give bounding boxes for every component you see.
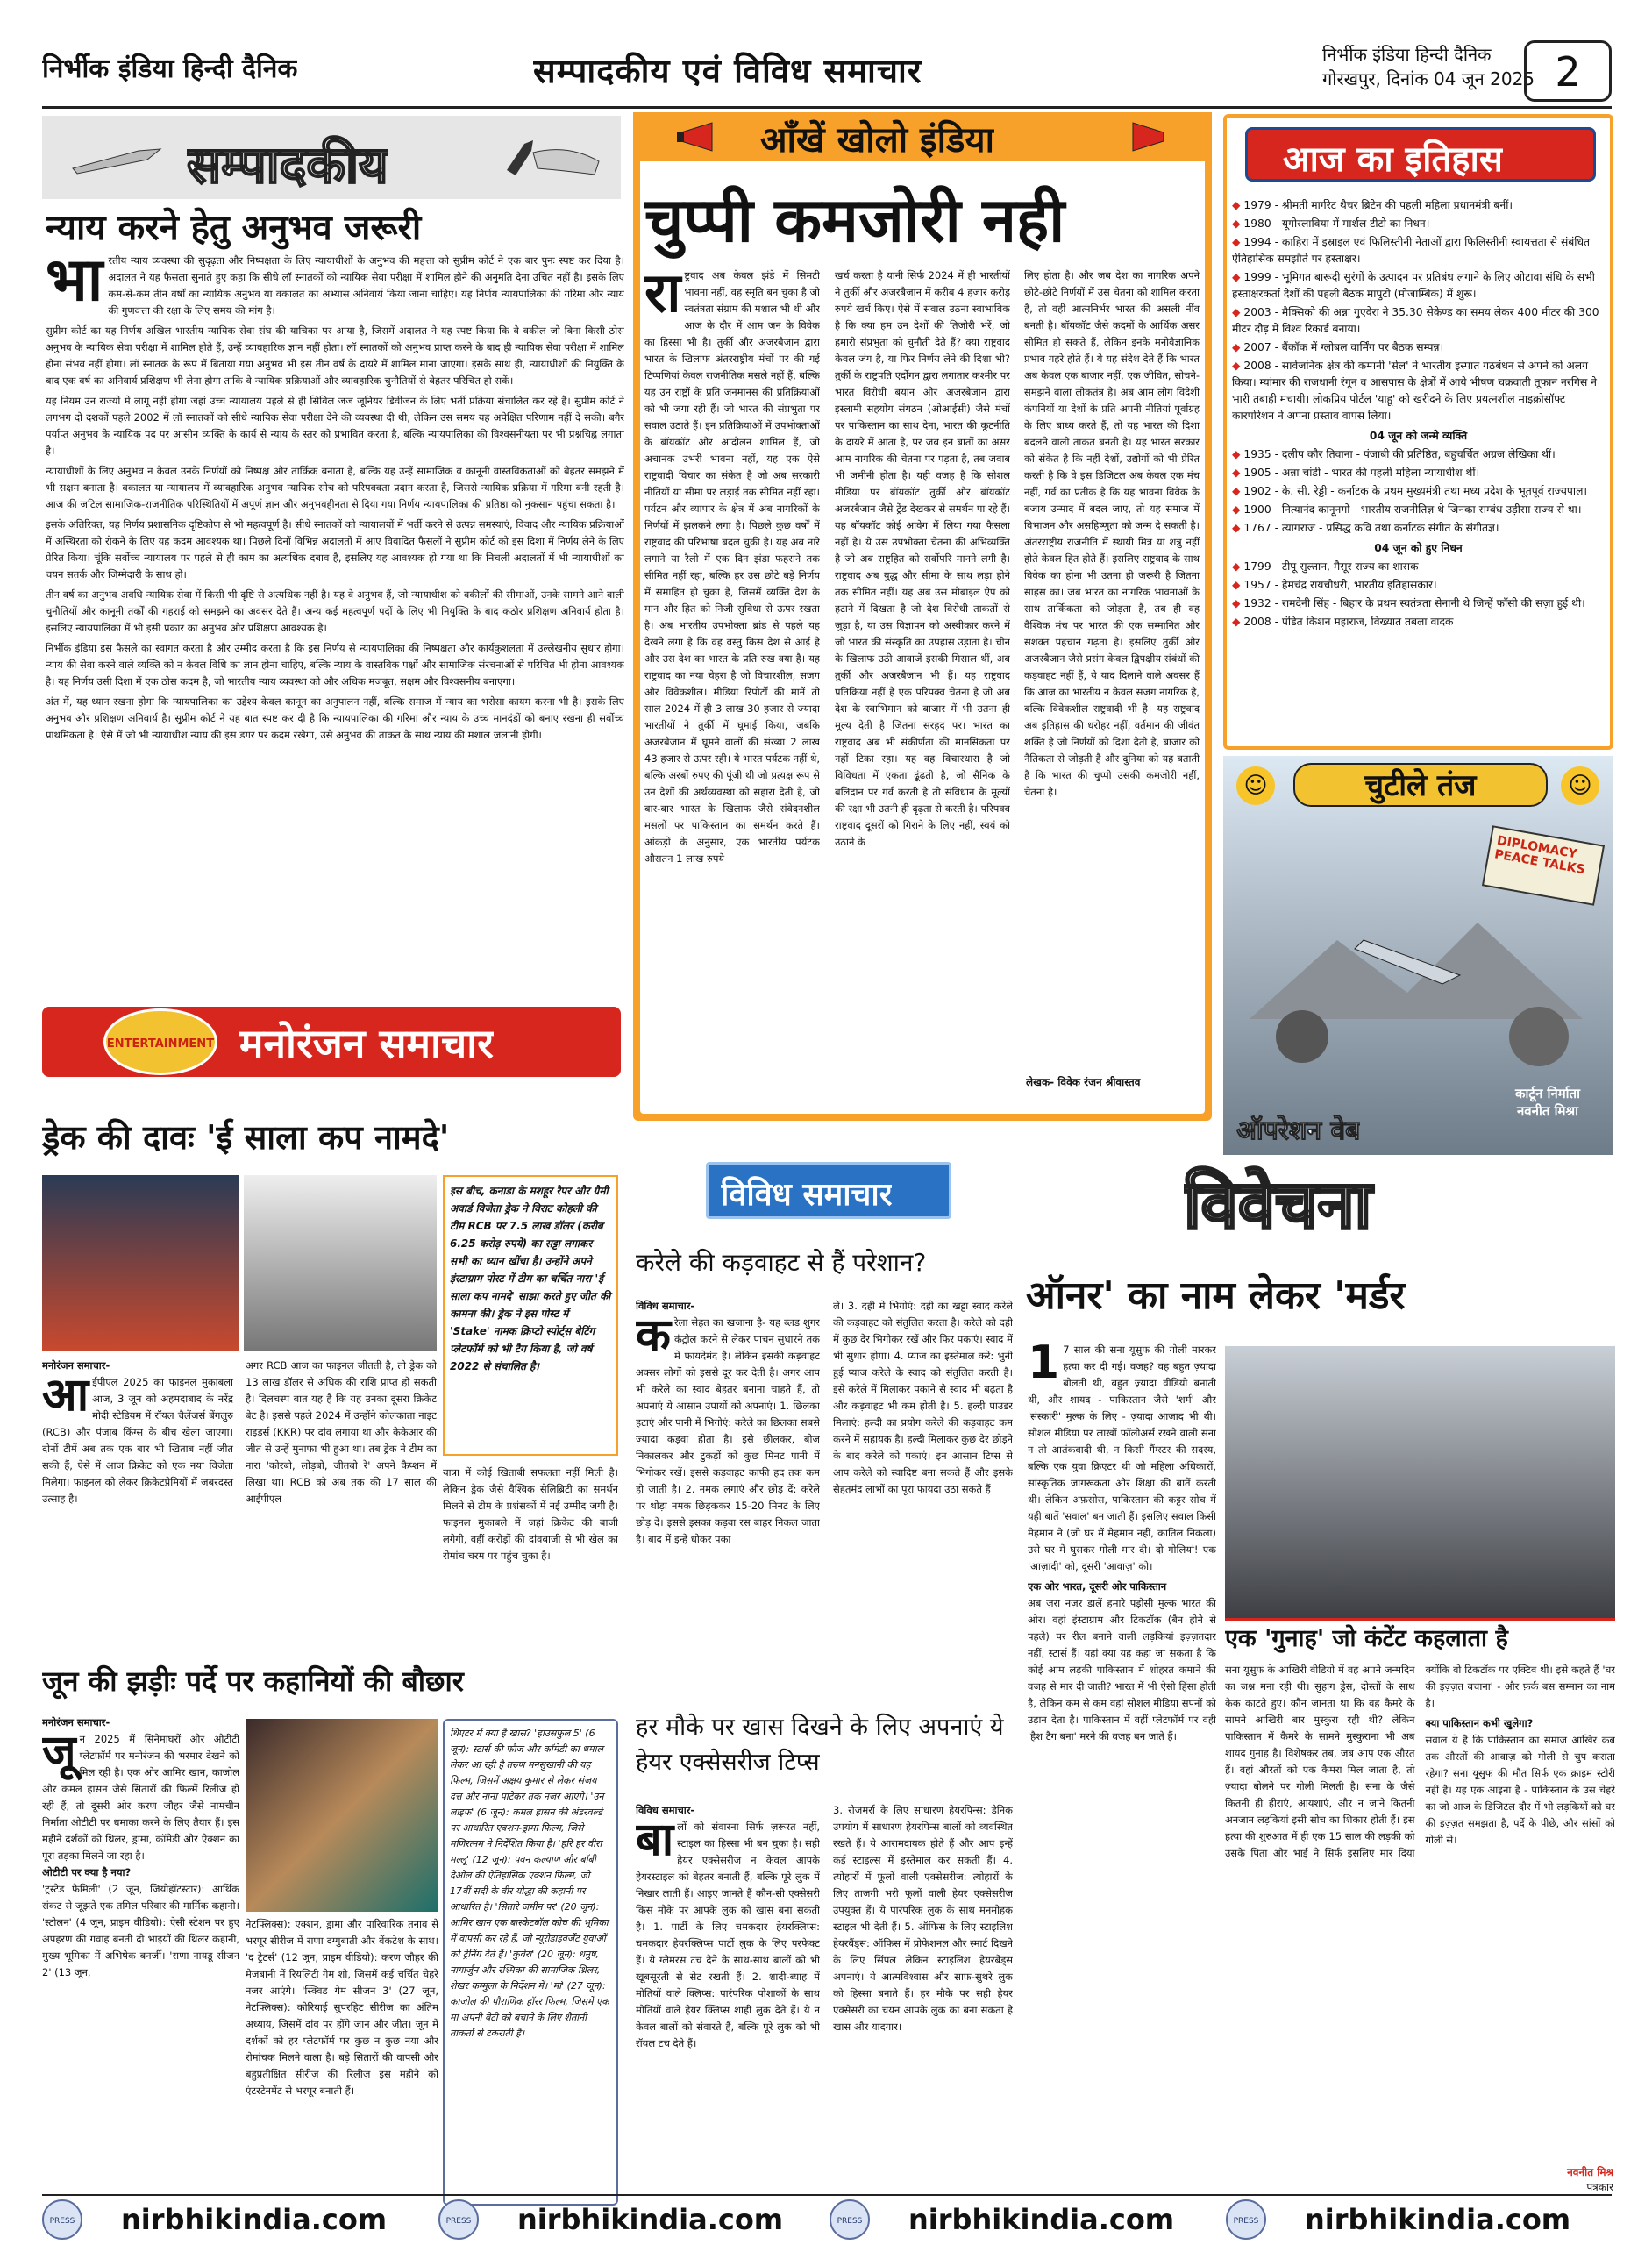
history-event-text: 2007 - बैंकॉक में ग्लोबल वार्मिंग पर बैठक सम्पन्न।	[1243, 341, 1444, 353]
misc-banner-text: विविध समाचार	[721, 1177, 893, 1213]
history-died	[1232, 595, 1605, 612]
vivechna-subhead-1: एक ओर भारत, दूसरी ओर पाकिस्तान	[1028, 1580, 1167, 1593]
vivechna-author-role: पत्रकार	[1586, 2181, 1613, 2193]
entertainment-headline-1: ड्रेक की दावः 'ई साला कप नामदे'	[42, 1118, 450, 1157]
page-number: 2	[1524, 40, 1612, 102]
history-born	[1232, 446, 1605, 463]
vivechna-col-1	[1028, 1342, 1216, 2210]
bullet-icon: ◆	[1232, 360, 1244, 372]
history-born-text: 1935 - दलीप कौर तिवाना - पंजाबी की प्रतिष्ठित, बहुचर्चित अग्रज लेखिका थीं।	[1243, 448, 1556, 460]
ankhen-banner	[633, 112, 1212, 161]
history-died-text: 2008 - पंडित किशन महाराज, विख्यात तबला वादक	[1243, 616, 1454, 628]
footer-website[interactable]: nirbhikindia.com	[121, 2203, 388, 2236]
vivechna-drop-cap: 1	[1028, 1342, 1060, 1389]
history-event-text: 1979 - श्रीमती मार्गरेट थैचर ब्रिटेन की पहली महिला प्रधानमंत्री बनीं।	[1243, 199, 1513, 211]
editorial-paragraph: इसके अतिरिक्त, यह निर्णय प्रशासनिक दृष्टिकोण से भी महत्वपूर्ण है। सीधे स्नातकों को न्यायालयों में भर्ती करने से उत्पन्न समस्याएं, विवाद और न्यायिक प्रक्रियाओं में अस्थिरता को रोकने के लिए यह कदम आवश्यक था। पिछले दिनों विभिन्न अदालतों में आए विवादित फैसलों ने सुप्रीम कोर्ट को इस दिशा में निर्णय लेने के लिए प्रेरित किया। चूंकि सर्वोच्च न्यायालय पर पहले से ही काम का अत्यधिक दबाव है, इसलिए यह आवश्यक हो गया था कि निचली अदालतों में भी न्यायाधीशों का चयन सतर्क और जिम्मेदारी के साथ हो।	[46, 518, 624, 581]
entertainment-badge	[103, 1008, 217, 1075]
drake-photo	[244, 1175, 437, 1351]
ankhen-col-2	[835, 267, 1010, 1105]
vivechna-headline: ऑनर' का नाम लेकर 'मर्डर	[1026, 1273, 1406, 1318]
cartoon-credit-line-1: कार्टून निर्माता	[1514, 1086, 1580, 1101]
history-born	[1232, 502, 1605, 518]
press-logo-icon: PRESS	[1226, 2199, 1266, 2240]
cartoon-caption: ऑपरेशन वेब	[1236, 1115, 1361, 1146]
story2-text-2: नेटफ्लिक्स): एक्शन, ड्रामा और पारिवारिक तनाव से भरपूर सीरीज में राणा दग्गुबाती और वेंकटेश के साथ। 'द ट्रेटर्स' (12 जून, प्राइम वीडियो): करण जौहर की मेजबानी में रियलिटी गेम शो, जिसमें कई चर्चित चेहरे नजर आएंगे। 'स्क्विड गेम सीजन 3' (27 जून, नेटफ्लिक्स): कोरियाई सुपरहिट सीरीज का अंतिम अध्याय, जिसमें दांव पर होंगे जान और जीत। जून में दर्शकों को हर प्लेटफॉर्म पर कुछ न कुछ नया और रोमांचक मिलने वाला है। बड़े सितारों की वापसी और बहुप्रतीक्षित सीरीज़ की रिलीज़ इस महीने को एंटरटेनमेंट से भरपूर बनाती हैं।	[246, 1918, 438, 2097]
bullet-icon: ◆	[1232, 306, 1244, 318]
editorial-headline: न्याय करने हेतु अनुभव जरूरी	[46, 208, 422, 248]
misc-a1-byline: विविध समाचार-	[636, 1300, 695, 1312]
cricket-captains-photo	[42, 1175, 239, 1351]
bullet-icon: ◆	[1232, 485, 1244, 497]
misc-headline-2: हर मौके पर खास दिखने के लिए अपनाएं ये हेयर एक्सेसरीज टिप्स	[636, 1714, 1004, 1776]
history-born-text: 1902 - के. सी. रेड्डी - कर्नाटक के प्रथम मुख्यमंत्री तथा मध्य प्रदेश के भूतपूर्व राज्यपाल।	[1243, 485, 1588, 497]
born-title: 04 जून को जन्मे व्यक्ति	[1369, 430, 1468, 442]
story1-drop-cap: आ	[42, 1369, 89, 1422]
history-died	[1232, 559, 1605, 575]
bullet-icon: ◆	[1232, 341, 1244, 353]
misc-a2-drop-cap: बा	[636, 1814, 674, 1866]
footer-item	[1226, 2199, 1612, 2241]
ott-question: ओटीटी पर क्या है नया?	[42, 1866, 132, 1878]
story2-byline: मनोरंजन समाचार-	[42, 1716, 110, 1728]
ankhen-banner-text: आँखें खोलो इंडिया	[760, 120, 994, 160]
ankhen-text-2: खर्च करता है यानी सिर्फ 2024 में ही भारतीयों ने तुर्की और अजरबैजान में करीब 4 हजार करोड़ रुपये खर्च किए। ऐसे में सवाल उठना स्वाभाविक है कि क्या हम उन देशों की तिजोरी भरें, जो हमारी संप्रभुता को चुनौती देते हैं? क्या राष्ट्रवाद केवल जंग है, या फिर निर्णय लेने की दिशा भी? तुर्की के राष्ट्रपति एर्दोगन द्वारा लगातार कश्मीर पर भारत विरोधी बयान और अजरबैजान द्वारा इस्लामी सहयोग संगठन (ओआईसी) जैसे मंचों पर पाकिस्तान का साथ देना, भारत की कूटनीति के दायरे में आता है, पर जब इन बातों का असर आम नागरिक की चेतना पर पड़ता है, तब जवाब भी जमीनी होता है। यही वजह है कि सोशल मीडिया पर बॉयकॉट तुर्की और बॉयकॉट अजरबैजान जैसे ट्रेंड देखकर से समर्थन पा रहे हैं। यह बॉयकॉट कोई आवेग में लिया गया फैसला नहीं है। ये उस उपभोक्ता चेतना की अभिव्यक्ति है जो अब राष्ट्रहित को सर्वोपरि मानने लगी है। राष्ट्रवाद अब युद्ध और सीमा के साथ लड़ा होने तक सीमित नहीं। यह अब उस मोबाइल ऐप को हटाने में दिखता है जो देश विरोधी ताकतों से जुड़ा है, या उस विज्ञापन को अस्वीकार करने में जो भारत की संस्कृति का उपहास उड़ाता है। चीन के खिलाफ उठी आवाजें इसकी मिसाल थीं, अब तुर्की और अजरबैजान भी हैं। यह राष्ट्रवाद प्रतिक्रिया नहीं है एक परिपक्व चेतना है जो अब देश के स्वाभिमान को बाजार में भी उतना ही मूल्य देती है जितना सरहद पर। भारत का राष्ट्रवाद अब भी संकीर्णता की मानसिकता पर नहीं टिका रहा। यह वह विचारधारा है जो विविधता में एकता ढूंढती है, जो सैनिक के बलिदान पर गर्व करती है तो संविधान के मूल्यों की रक्षा भी उतनी ही दृढ़ता से करती है। परिपक्व राष्ट्रवाद दूसरों को गिराने के लिए नहीं, स्वयं को उठाने के	[835, 269, 1010, 848]
vivechna-banner-text: विवेचना	[1184, 1165, 1372, 1244]
editorial-banner	[42, 116, 621, 199]
masthead	[42, 39, 1612, 109]
misc-headline-1: करेले की कड़वाहट से हैं परेशान?	[636, 1248, 927, 1277]
cartoon-credit-line-2: नवनीत मिश्रा	[1516, 1103, 1578, 1119]
vivechna-text-2: सना यूसुफ के आखिरी वीडियो में वह अपने जन्मदिन का जश्न मना रही थी। सुहाग ड्रेस, दोस्तों के साथ केक काटते हुए। कौन जानता था कि वह कैमरे के सामने आखिरी बार मुस्कुरा रही थी? लेकिन पाकिस्तान में कैमरे के सामने मुस्कुराना भी अब शायद गुनाह है। विशेषकर तब, जब आप एक औरत हैं। वहां औरतों को एक कैमरा मिल जाता है, तो ज़्यादा बोलने पर गोली मिलती है। सना के जैसे कितनी ही हीराएं, आयशाएं, और न जाने कितनी अनजान लड़कियां इसी सोच का शिकार होती हैं। इस हत्या की शुरुआत में ही एक 15 साल की लड़की को उसके पिता और भाई ने सिर्फ इसलिए मार दिया क्योंकि वो टिकटॉक पर एक्टिव थी। इसे कहते हैं 'घर की इज़्ज़त बचाना' - और फ़र्क बस सम्मान का नाम है।	[1225, 1664, 1615, 1859]
editorial-paragraph: अंत में, यह ध्यान रखना होगा कि न्यायपालिका का उद्देश्य केवल कानून का अनुपालन नहीं, बल्कि समाज में न्याय का भरोसा कायम करना भी है। इसके लिए अनुभव और प्रशिक्षण अनिवार्य है। सुप्रीम कोर्ट ने यह बात स्पष्ट कर दी है कि न्यायपालिका की गरिमा और न्याय के उच्च मानदंडों को बनाए रखना ही सर्वोच्च प्राथमिकता है। ऐसे में जो भी न्यायाधीश न्याय की इस डगर पर कदम रखेगा, उसे अनुभव की ताकत के साथ न्याय की मशाल जलानी होगी।	[46, 695, 624, 741]
misc-a2-text-2: 3. रोजमर्रा के लिए साधारण हेयरपिन्स: डेनिक उपयोग में साधारण हेयरपिन्स बालों को व्यवस्थित रखते हैं। ये आरामदायक होते हैं और आप इन्हें कई स्टाइल्स में इस्तेमाल कर सकती हैं। 4. त्योहारों में फूलों वाली एक्सेसरीज: त्योहारों के लिए ताजगी भरी फूलों वाली हेयर एक्सेसरीज उपयुक्त हैं। ये पारंपरिक लुक के साथ मनमोहक स्टाइल भी देती हैं। 5. ऑफिस के लिए स्टाइलिश हेयरबैंड्स: ऑफिस में प्रोफेशनल और स्मार्ट दिखने के लिए सिंपल लेकिन स्टाइलिश हेयरबैंड्स अपनाएं। ये आत्मविश्वास और साफ-सुथरे लुक को हिस्सा बनाते हैं। हर मौके पर सही हेयर एक्सेसरी का चयन आपके लुक का बना सकता है खास और यादगार।	[833, 1804, 1013, 2033]
misc-a2-text-1: लों को संवारना सिर्फ ज़रूरत नहीं, स्टाइल का हिस्सा भी बन चुका है। सही हेयर एक्सेसरीज न केवल आपके हेयरस्टाइल को बेहतर बनाती हैं, बल्कि पूरे लुक में निखार लाती हैं। आइए जानते हैं कौन-सी एक्सेसरी किस मौके पर आपके लुक को खास बना सकती है। 1. पार्टी के लिए चमकदार हेयरक्लिप्स: चमकदार हेयरक्लिप्स पार्टी लुक के लिए परफेक्ट हैं। ये ग्लैमरस टच देने के साथ-साथ बालों को भी खूबसूरती से सेट रखती हैं। 2. शादी-ब्याह में मोतियों वाले क्लिप्स: पारंपरिक पोशाकों के साथ मोतियों वाले हेयर क्लिप्स शाही लुक देते हैं। ये न केवल बालों को संवारते हैं, बल्कि पूरे लुक को भी रॉयल टच देते हैं।	[636, 1821, 820, 2049]
bullet-icon: ◆	[1232, 448, 1244, 460]
ankhen-col-3	[1024, 267, 1200, 1065]
hand-pen-left-icon	[68, 142, 165, 177]
vivechna-author	[1491, 2164, 1613, 2194]
drake-boxed-text	[443, 1175, 618, 1456]
sana-yusuf-photo	[1225, 1346, 1615, 1618]
story1-col-3	[443, 1465, 618, 1640]
history-event-text: 1980 - यूगोस्लाविया में मार्शल टीटो का निधन।	[1243, 217, 1430, 230]
history-banner	[1245, 127, 1596, 182]
press-logo-icon: PRESS	[438, 2199, 479, 2240]
history-died-text: 1799 - टीपू सुल्तान, मैसूर राज्य का शासक।	[1243, 560, 1423, 573]
bullet-icon: ◆	[1232, 503, 1244, 516]
shows-collage-photo	[246, 1719, 438, 1912]
cartoon-drawing	[1232, 887, 1605, 1080]
entertainment-headline-2: जून की झड़ीः पर्दे पर कहानियों की बौछार	[42, 1664, 464, 1698]
history-event	[1232, 216, 1605, 232]
vivechna-subhead-2: क्या पाकिस्तान कभी खुलेगा?	[1425, 1717, 1534, 1729]
paper-name: निर्भीक इंडिया हिन्दी दैनिक	[42, 53, 298, 84]
bullet-icon: ◆	[1232, 217, 1244, 230]
vivechna-text-1: 7 साल की सना यूसुफ की गोली मारकर हत्या कर दी गई। वजह? वह बहुत ज़्यादा बोलती थी, बहुत ज़्यादा वीडियो बनाती थी, और शायद - पाकिस्तान जैसे 'शर्म' और 'संस्कारी' मुल्क के लिए - ज़्यादा आज़ाद भी थी। सोशल मीडिया पर लाखों फॉलोअर्स रखने वाली सना न तो आतंकवादी थी, न किसी गैंग्स्टर की सदस्य, बल्कि एक युवा क्रिएटर थी जो महिला अधिकारों, सांस्कृतिक जागरूकता और शिक्षा की बातें करती थी। लेकिन अफ़सोस, पाकिस्तान की कट्टर सोच में यही बातें 'सवाल' बन जाती हैं। इसलिए सवाल किसी मेहमान ने (जो घर में मेहमान नहीं, कातिल निकला) उसे घर में घुसकर गोली मार दी। दो गोलियां! एक 'आज़ादी' को, दूसरी 'आवाज़' को।	[1028, 1343, 1216, 1572]
history-event	[1232, 197, 1605, 214]
history-event-text: 2008 - सार्वजनिक क्षेत्र की कम्पनी 'सेल' ने भारतीय इस्पात गठबंधन से अपने को अलग किया। म्यांमार की राजधानी रंगून व आसपास के क्षेत्रों में आये भीषण चक्रवाती तूफान नरगिस ने भारी तबाही मचायी। लोकप्रिय पोर्टल 'याहू' को खरीदने के लिए प्रयत्नशील माइक्रोसॉफ्ट कारपोरेशन ने अपना प्रस्ताव वापस लिया।	[1232, 360, 1598, 422]
drake-boxed-text-content: इस बीच, कनाडा के मशहूर रैपर और ग्रैमी अवार्ड विजेता ड्रेक ने विराट कोहली की टीम RCB पर 7.5 लाख डॉलर (करीब 6.25 करोड़ रुपये) का सट्टा लगाकर सभी का ध्यान खींचा है। उन्होंने अपने इंस्टाग्राम पोस्ट में टीम का चर्चित नारा 'ई साला कप नामदे' साझा करते हुए जीत की कामना की। ड्रेक ने इस पोस्ट में 'Stake' नामक क्रिप्टो स्पोर्ट्स बेटिंग प्लेटफॉर्म को भी टैग किया है, जो वर्ष 2022 से संचालित है।	[450, 1185, 611, 1372]
history-event	[1232, 269, 1605, 303]
cartoon-panel	[1223, 756, 1613, 1155]
editorial-paragraph: यह नियम उन राज्यों में लागू नहीं होगा जहां उच्च न्यायालय पहले से ही सिविल जज जूनियर डिवीजन के लिए भर्ती प्रक्रिया संचालित कर रहे हैं। सुप्रीम कोर्ट ने लगभग दो दशकों पहले 2002 में लॉ स्नातकों को सीधे न्यायिक सेवा परीक्षा देने की व्यवस्था दी थी, लेकिन उस समय यह अपेक्षित परिणाम नहीं दे सकी। बगैर पर्याप्त अनुभव के न्यायिक पद पर आसीन व्यक्ति के कार्य से न्याय के स्तर को प्रभावित करता है, बल्कि न्यायपालिका की विश्वसनीयता पर भी प्रश्नचिह्न लगाता है।	[46, 395, 624, 457]
ankhen-author: लेखक- विवेक रंजन श्रीवास्तव	[1026, 1076, 1141, 1088]
cartoon-credit	[1486, 1085, 1609, 1120]
vivechna-photo-caption-text: एक 'गुनाह' जो कंटेंट कहलाता है	[1225, 1625, 1508, 1652]
story1-text-3: यात्रा में कोई खिताबी सफलता नहीं मिली है। लेकिन ड्रेक जैसे वैश्विक सेलिब्रिटी का समर्थन मिलने से टीम के प्रशंसकों में नई उम्मीद जगी है। फाइनल मुकाबले में जहां क्रिकेट की बाजी लगेगी, वहीं करोड़ों की दांवबाजी से भी खेल का रोमांच चरम पर पहुंच चुका है।	[443, 1466, 618, 1562]
history-born-text: 1905 - अन्ना चांडी - भारत की पहली महिला न्यायाधीश थीं।	[1243, 467, 1480, 479]
theatre-box-text: थिएटर में क्या है खास? 'हाउसफुल 5' (6 जून): स्टार्स की फौज और कॉमेडी का धमाल लेकर आ रही है तरुण मनसुखानी की यह फिल्म, जिसमें अक्षय कुमार से लेकर संजय दत्त और नाना पाटेकर तक नजर आएंगे। 'उन लाइफ' (6 जून): कमल हासन की अंडरवर्ल्ड पर आधारित एक्शन-ड्रामा फिल्म, जिसे मणिरत्नम ने निर्देशित किया है। 'हरि हर वीरा मल्लू' (12 जून): पवन कल्याण और बॉबी देओल की ऐतिहासिक एक्शन फिल्म, जो 17वीं सदी के वीर योद्धा की कहानी पर आधारित है। 'सितारे जमीन पर' (20 जून): आमिर खान एक बास्केटबॉल कोच की भूमिका में वापसी कर रहे हैं, जो न्यूरोडाइवर्जेंट युवाओं को ट्रेनिंग देते हैं। 'कुबेरा' (20 जून): धनुष, नागार्जुन और रश्मिका की सामाजिक थ्रिलर, शेखर कम्मुला के निर्देशन में। 'मां' (27 जून): काजोल की पौराणिक हॉरर फिल्म, जिसमें एक मां अपनी बेटी को बचाने के लिए शैतानी ताकतों से टकराती है।	[450, 1728, 609, 2039]
page-title: सम्पादकीय एवं विविध समाचार	[533, 52, 922, 90]
bullet-icon: ◆	[1232, 597, 1244, 609]
misc-a2-byline: विविध समाचार-	[636, 1804, 695, 1816]
history-event-text: 1999 - भूमिगत बारूदी सुरंगों के उत्पादन पर प्रतिबंध लगाने के लिए ओटावा संधि के सभी हस्ताक्षरकर्ता देशों की पहली बैठक मापुटो (मोजाम्बिक) में शुरू।	[1232, 271, 1595, 300]
bullet-icon: ◆	[1232, 522, 1244, 534]
story2-drop-cap: जू	[42, 1726, 76, 1778]
vivechna-photo-caption	[1225, 1618, 1615, 1657]
theatre-box	[443, 1719, 618, 2206]
editorial-paragraph: तीन वर्ष का अनुभव अवधि न्यायिक सेवा में किसी भी दृष्टि से अत्यधिक नहीं है। यह वे अनुभव हैं, जो न्यायाधीश को वकीलों की सीमाओं, उनके सामने आने वाली चुनौतियों और कानूनी तर्कों की गहराई को समझने का अवसर देते हैं। अन्य कई महत्वपूर्ण पदों के लिए भी नियुक्ति के बाद कठोर प्रशिक्षण अनिवार्य होता है। इसलिए न्यायपालिका में भी इसी प्रकार का अनुभव और प्रशिक्षण आवश्यक है।	[46, 588, 624, 634]
megaphone-left-icon	[677, 119, 730, 154]
misc-article-1-col-2	[833, 1298, 1013, 1636]
entertainment-badge-text: ENTERTAINMENT	[106, 1037, 215, 1051]
footer-website[interactable]: nirbhikindia.com	[908, 2203, 1175, 2236]
misc-a1-text-2: लें। 3. दही में भिगोएं: दही का खट्टा स्वाद करेले की कड़वाहट को संतुलित करता है। करेले को दही में कुछ देर भिगोकर रखें और फिर पकाएं। स्वाद में भी सुधार होगा। 4. प्याज का इस्तेमाल करें: भुनी हुई प्याज करेले के स्वाद को संतुलित करती है। इसे करेले में मिलाकर पकाने से स्वाद भी बढ़ता है और कड़वाहट भी कम होती है। 5. हल्दी पाउडर मिलाएं: हल्दी का प्रयोग करेले की कड़वाहट कम करने में सहायक है। हल्दी मिलाकर कुछ देर छोड़ने के बाद करेले को पकाएं। इन आसान टिप्स से आप करेले को स्वादिष्ट बना सकते हैं और इसके सेहतमंद लाभों का पूरा फायदा उठा सकते हैं।	[833, 1300, 1013, 1495]
history-died-text: 1932 - रामदेनी सिंह - बिहार के प्रथम स्वतंत्रता सेनानी थे जिन्हें फाँसी की सज़ा हुई थी।	[1243, 597, 1585, 609]
editorial-paragraph: रतीय न्याय व्यवस्था की सुदृढ़ता और निष्पक्षता के लिए न्यायाधीशों के अनुभव की महत्ता को सुप्रीम कोर्ट ने एक बार पुनः स्पष्ट कर दिया है। अदालत ने यह फैसला सुनाते हुए कहा कि सीधे लॉ स्नातकों को न्यायिक सेवा परीक्षा में शामिल होने की अनुमति देना उचित नहीं है। इसके लिए कम-से-कम तीन वर्षों का न्यायिक अनुभव या वकालत का अभ्यास अनिवार्य किया जाना चाहिए। यह निर्णय न्यायपालिका की गरिमा और न्याय की गुणवत्ता की रक्षा के लिए समय की मांग है।	[108, 254, 624, 317]
laughing-emoji-left-icon: ☺	[1236, 766, 1275, 805]
history-event	[1232, 339, 1605, 356]
editorial-banner-text: सम्पादकीय	[187, 135, 388, 195]
misc-article-1-col-1	[636, 1298, 820, 1636]
story1-text-1: ईपीएल 2025 का फाइनल मुकाबला आज, 3 जून को अहमदाबाद के नरेंद्र मोदी स्टेडियम में रॉयल चैलेंजर्स बेंगलुरु (RCB) और पंजाब किंग्स के बीच खेला जाएगा। दोनों टीमें अब तक एक बार भी खिताब नहीं जीत सकी हैं, ऐसे में आज क्रिकेट को एक नया विजेता मिलेगा। फाइनल को लेकर क्रिकेटप्रेमियों में जबरदस्त उत्साह है।	[42, 1376, 233, 1505]
footer	[42, 2194, 1612, 2241]
megaphone-right-icon	[1115, 119, 1168, 154]
story1-text-2: अगर RCB आज का फाइनल जीतती है, तो ड्रेक को 13 लाख डॉलर से अधिक की राशि प्राप्त हो सकती है। दिलचस्प बात यह है कि यह उनका दूसरा क्रिकेट बेट है। इससे पहले 2024 में उन्होंने कोलकाता नाइट राइडर्स (KKR) पर दांव लगाया था और केकेआर की जीत से उन्हें मुनाफा भी हुआ था। तब ड्रेक ने टीम का नारा 'कोरबो, लोड़बो, जीतबो रे' अपने कैप्शन में लिखा था। RCB को अब तक की 17 साल की आईपीएल	[246, 1359, 437, 1505]
bullet-icon: ◆	[1232, 579, 1244, 591]
entertainment-banner	[42, 1007, 621, 1077]
history-born	[1232, 520, 1605, 537]
misc-article-2-col-2	[833, 1802, 1013, 2206]
misc-article-2-col-1	[636, 1802, 820, 2206]
ankhen-text-3: लिए होता है। और जब देश का नागरिक अपने छोटे-छोटे निर्णयों में उस चेतना को शामिल करता है, तो वही आत्मनिर्भर भारत की असली नींव बनती है। बॉयकॉट जैसे कदमों के आर्थिक असर सीमित हो सकते हैं, लेकिन इनके मनोवैज्ञानिक प्रभाव गहरे होते हैं। ये यह संदेश देते हैं कि भारत अब केवल एक बाजार नहीं, एक जीवित, सोचने-समझने वाला लोकतंत्र है। अब आम लोग विदेशी कंपनियों या देशों के प्रति अपनी नीतियां पूर्वाग्रह के लिए बाध्य करते हैं, तो यह भारत की दिशा बदलने वाली ताकत बनती है। यह भारत सरकार को संकेत है कि नहीं देशों, उद्योगों को भी प्रेरित करती है कि वे इस डिजिटल अब केवल एक मंच नहीं, गर्व का प्रतीक है कि यह भावना विवेक के बजाय उन्माद में बदल जाए, तो यह समाज में विभाजन और असहिष्णुता को जन्म दे सकती है। अंतरराष्ट्रीय राजनीति में स्थायी मित्र या शत्रु नहीं होते केवल हित होते हैं। इसलिए राष्ट्रवाद के साथ विवेक का होना भी उतना ही जरूरी है जितना साहस का। जब भारत का नागरिक भावनाओं के साथ तार्किकता को जोड़ता है, तब ही वह वैश्विक मंच पर भारत की एक सम्मानित और सशक्त पहचान गढ़ता है। इसलिए तुर्की और अजरबैजान जैसे प्रसंग केवल द्विपक्षीय संबंधों की कड़वाहट नहीं हैं, ये याद दिलाने वाले अवसर हैं कि आज का भारतीय न केवल सजग नागरिक है, बल्कि विवेकशील राष्ट्रवादी भी है। यह राष्ट्रवाद अब इतिहास की धरोहर नहीं, वर्तमान की जीवंत शक्ति है जो निर्णयों को दिशा देती है, बाजार को नैतिकता से जोड़ती है और दुनिया को यह बताती है कि भारत की चुप्पी उसकी कमजोरी नहीं, चेतना है।	[1024, 269, 1200, 798]
story1-col-2	[246, 1358, 437, 1507]
story1-col-1	[42, 1358, 233, 1507]
editorial-paragraph: न्यायाधीशों के लिए अनुभव न केवल उनके निर्णयों को निष्पक्ष और तार्किक बनाता है, बल्कि यह उन्हें सामाजिक व कानूनी वास्तविकताओं को बेहतर समझने में भी सक्षम बनाता है। वकालत या न्यायालय में व्यावहारिक अनुभव न्यायिक सोच को परिपक्वता प्रदान करता है, जिससे न्यायिक प्रक्रिया में गरिमा बनी रहती है। आज की जटिल सामाजिक-राजनीतिक परिस्थितियों में अपूर्ण ज्ञान और अनुभवहीनता से दिया गया निर्णय न्यायपालिका की प्रतिष्ठा को नुकसान पहुंचा सकता है।	[46, 465, 624, 510]
press-logo-icon: PRESS	[42, 2199, 82, 2240]
history-event	[1232, 234, 1605, 267]
bullet-icon: ◆	[1232, 271, 1244, 283]
editorial-paragraph: निर्भीक इंडिया इस फैसले का स्वागत करता है और उम्मीद करता है कि इस निर्णय से न्यायपालिका की निष्पक्षता और कार्यकुशलता में उल्लेखनीय सुधार होगा। न्याय की सेवा करने वाले व्यक्ति को न केवल विधि का ज्ञान होना चाहिए, बल्कि न्याय के वास्तविक पक्षों और सामाजिक संरचनाओं से परिचित भी होना आवश्यक है। यह निर्णय उसी दिशा में एक ठोस कदम है, जो भारतीय न्याय व्यवस्था को और अधिक मजबूत, सक्षम और विश्वसनीय बनाएगा।	[46, 642, 624, 688]
history-died	[1232, 614, 1605, 631]
vivechna-col-2	[1225, 1662, 1615, 2162]
laughing-emoji-right-icon: ☺	[1561, 766, 1599, 805]
bullet-icon: ◆	[1232, 560, 1244, 573]
cartoon-banner	[1293, 763, 1548, 807]
history-event	[1232, 304, 1605, 338]
history-born-text: 1900 - नित्यानंद कानूनगो - भारतीय राजनीतिज्ञ थे जिनका सम्बंध उड़ीसा राज्य से था।	[1243, 503, 1582, 516]
misc-a1-drop-cap: क	[636, 1309, 671, 1362]
story1-byline: मनोरंजन समाचार-	[42, 1359, 110, 1372]
bullet-icon: ◆	[1232, 616, 1244, 628]
misc-banner	[706, 1162, 951, 1219]
story2-text-1b: 'ट्रस्टेड फैमिली' (2 जून, जियोहॉटस्टार): आर्थिक संकट से जूझते एक तमिल परिवार की मार्मिक कहानी। 'स्टोलन' (4 जून, प्राइम वीडियो): ऐसी स्टेशन पर हुए अपहरण की गवाह बनती दो भाइयों की थ्रिलर कहानी, मुख्य भूमिका में अभिषेक बनर्जी। 'राणा नायडू सीजन 2' (13 जून,	[42, 1883, 239, 1978]
cartoon-banner-text: चुटीले तंज	[1364, 768, 1477, 803]
vivechna-author-name: नवनीत मिश्र	[1567, 2166, 1613, 2178]
editorial-text	[46, 253, 624, 744]
vivechna-text-2b: सवाल ये है कि पाकिस्तान का समाज आखिर कब तक औरतों की आवाज़ को गोली से चुप कराता रहेगा? सना यूसुफ की मौत सिर्फ एक क्राइम स्टोरी नहीं है। यह एक आइना है - पाकिस्तान के उस चेहरे का जो आज के डिजिटल दौर में भी लड़कियों को घर की इज़्ज़त समझता है, पर्दे के पीछे, और सांसों को गोली से।	[1425, 1734, 1615, 1846]
history-event	[1232, 358, 1605, 424]
history-born	[1232, 483, 1605, 500]
vivechna-banner	[1184, 1158, 1447, 1254]
footer-item	[42, 2199, 428, 2241]
hand-pen-right-icon	[498, 135, 603, 179]
story2-col-2	[246, 1916, 438, 2206]
footer-website[interactable]: nirbhikindia.com	[1305, 2203, 1571, 2236]
footer-website[interactable]: nirbhikindia.com	[517, 2203, 784, 2236]
misc-a1-text-1: रेला सेहत का खजाना है- यह ब्लड शुगर कंट्रोल करने से लेकर पाचन सुधारने तक में फायदेमंद है। लेकिन इसकी कड़वाहट अक्सर लोगों को इससे दूर कर देती है। अगर आप भी करेले का स्वाद बेहतर बनाना चाहते हैं, तो अपनाएं ये आसान उपायों को अपनाएं। 1. छिलका हटाएं और पानी में भिगोएं: करेले का छिलका सबसे ज्यादा कड़वा होता है। इसे छीलकर, बीज निकालकर और टुकड़ों को कुछ मिनट पानी में भिगोकर रखें। इससे कड़वाहट काफी हद तक कम हो जाती है। 2. नमक लगाएं और छोड़ दें: करेले पर थोड़ा नमक छिड़ककर 15-20 मिनट के लिए छोड़ दें। इससे इसका कड़वा रस बाहर निकल जाता है। बाद में इन्हें धोकर पका	[636, 1316, 820, 1545]
history-event-text: 2003 - मैक्सिको की अन्ना गुएवेरा ने 35.30 सेकेण्ड का समय लेकर 400 मीटर की 300 मीटर दौड़ में विश्व रिकार्ड बनाया।	[1232, 306, 1599, 335]
story1-body	[42, 1358, 437, 1636]
died-title: 04 जून को हुए निधन	[1374, 542, 1463, 554]
history-banner-text: आज का इतिहास	[1283, 139, 1503, 180]
editorial-body	[46, 253, 624, 998]
footer-item	[830, 2199, 1215, 2241]
story2-col-1	[42, 1714, 239, 2206]
editorial-drop-cap: भा	[46, 253, 103, 315]
editorial-paragraph: सुप्रीम कोर्ट का यह निर्णय अखिल भारतीय न्यायिक सेवा संघ की याचिका पर आया है, जिसमें अदालत ने यह स्पष्ट किया कि वे वकील जो बिना किसी ठोस अनुभव के न्यायिक सेवा परीक्षा में शामिल होते हैं, उन्हें व्यावहारिक ज्ञान नहीं होता। लॉ स्नातकों को अनुभव प्राप्त करने के बाद ही न्यायिक सेवा परीक्षा में शामिल होना संभव नहीं होगा। लॉ स्नातक के रूप में बिताया गया अनुभव भी इस तीन वर्ष के दायरे में शामिल माना जाएगा। इसके साथ ही, न्यायाधीशों की नियुक्ति के बाद एक वर्ष का अनिवार्य प्रशिक्षण भी लेना होगा ताकि वे न्यायिक प्रक्रियाओं और व्यावहारिक चुनौतियों से बेहतर परिचित हो सकें।	[46, 324, 624, 387]
ankhen-headline: चुप्पी कमजोरी नही	[644, 184, 1065, 256]
bullet-icon: ◆	[1232, 236, 1244, 248]
vivechna-text-1b: अब ज़रा नज़र डालें हमारे पड़ोसी मुल्क भारत की ओर। वहां इंस्टाग्राम और टिकटॉक (बैन होने से पहले) पर रील बनाने वाली लड़कियां इज़्ज़तदार नहीं, स्टार्स हैं। यहां क्या यह कहा जा सकता है कि कोई आम लड़की पाकिस्तान में शोहरत कमाने की वजह से मार दी जाती? भारत में भी ऐसी हिंसा होती है, लेकिन कम से कम वहां सोशल मीडिया सपनों को उड़ान देता है। पाकिस्तान में वहीं प्लेटफॉर्म पर वही 'हैश टैग बना' मरने की वजह बन जाते हैं।	[1028, 1597, 1216, 1743]
history-born	[1232, 465, 1605, 481]
ankhen-col-1	[644, 267, 820, 1105]
footer-item	[438, 2199, 824, 2241]
diplomacy-sign-text: DIPLOMACY PEACE TALKS	[1492, 833, 1586, 878]
ankhen-drop-cap: रा	[644, 267, 681, 324]
masthead-right	[1322, 42, 1535, 91]
bullet-icon: ◆	[1232, 467, 1244, 479]
press-logo-icon: PRESS	[830, 2199, 870, 2240]
history-died	[1232, 577, 1605, 594]
history-event-text: 1994 - काहिरा में इस्राइल एवं फिलिस्तीनी नेताओं द्वारा फिलिस्तीनी स्वायत्तता से संबंधित ऐतिहासिक समझौते पर हस्ताक्षर।	[1232, 236, 1591, 265]
entertainment-banner-text: मनोरंजन समाचार	[239, 1020, 494, 1067]
story2-text-1: न 2025 में सिनेमाघरों और ओटीटी प्लेटफॉर्म पर मनोरंजन की भरमार देखने को मिल रही है। एक ओर आमिर खान, काजोल और कमल हासन जैसे सितारों की फिल्में रिलीज हो रही हैं, तो दूसरी ओर करण जौहर जैसे नामचीन निर्माता ओटीटी पर धमाका करने के लिए तैयार हैं। इस महीने दर्शकों को थ्रिलर, ड्रामा, कॉमेडी और ऐक्शन का पूरा तड़का मिलने जा रहा है।	[42, 1733, 239, 1862]
masthead-right-name: निर्भीक इंडिया हिन्दी दैनिक	[1322, 44, 1492, 65]
place-date: गोरखपुर, दिनांक 04 जून 2025	[1322, 68, 1535, 89]
history-born-text: 1767 - त्यागराज - प्रसिद्ध कवि तथा कर्नाटक संगीत के संगीतज्ञ।	[1243, 522, 1499, 534]
history-died-text: 1957 - हेमचंद्र रायचौधरी, भारतीय इतिहासकार।	[1243, 579, 1437, 591]
bullet-icon: ◆	[1232, 199, 1244, 211]
ankhen-text-1: ष्ट्रवाद अब केवल झंडे में सिमटी भावना नहीं, वह स्मृति बन चुका है जो स्वतंत्रता संग्राम की मशाल भी थी और आज के दौर में आम जन के विवेक का हिस्सा भी है। तुर्की और अजरबैजान द्वारा भारत के खिलाफ अंतरराष्ट्रीय मंचों पर की गई टिप्पणियां केवल राजनीतिक मसले नहीं हैं, बल्कि यह उन राष्ट्रों के प्रति जनमानस की प्रतिक्रियाओं को भी जगा रही हैं। जो भारत की संप्रभुता पर सवाल उठाते हैं। इन प्रतिक्रियाओं में उपभोक्ताओं के बॉयकॉट और आंदोलन शामिल हैं, जो अचानक उभरी भावना नहीं, यह एक ऐसे राष्ट्रवादी विचार का संकेत है जो अब सरकारी नीतियों या सीमा पर लड़ाई तक सीमित नहीं रहा। पर्यटन और व्यापार के क्षेत्र में अब नागरिकों के निर्णयों में झलकने लगा है। पिछले कुछ वर्षों में राष्ट्रवाद की परिभाषा बदल चुकी है। यह अब नारे लगाने या रैली में एक दिन झंडा फहराने तक सीमित नहीं रहा, बल्कि हर उस छोटे बड़े निर्णय में समाहित हो चुका है, जिसमें व्यक्ति देश के मान और हित को निजी सुविधा से ऊपर रखता है। अब भारतीय उपभोक्ता ब्रांड से पहले यह देखने लगा है कि वह वस्तु किस देश से आई है और उस देश का भारत के प्रति रुख क्या है। यह राष्ट्रवाद का नया चेहरा है जो विचारशील, सजग और विवेकशील। मीडिया रिपोर्टों की मानें तो साल 2024 में ही 3 लाख 30 हजार से ज्यादा भारतीयों ने तुर्की में घूमाई किया, जबकि अजरबैजान में घूमने वालों की संख्या 2 लाख 43 हजार से ऊपर रही। ये भारत पर्यटक नहीं थे, बल्कि अरबों रुपए की पूंजी थी जो प्रत्यक्ष रूप से उन देशों की अर्थव्यवस्था को सहारा देती है, जो बार-बार भारत के खिलाफ जैसे संवेदनशील मसलों पर पाकिस्तान का समर्थन करते हैं। आंकड़ों के अनुसार, एक भारतीय पर्यटक औसतन 1 लाख रुपये	[644, 269, 820, 865]
history-list	[1232, 197, 1605, 745]
